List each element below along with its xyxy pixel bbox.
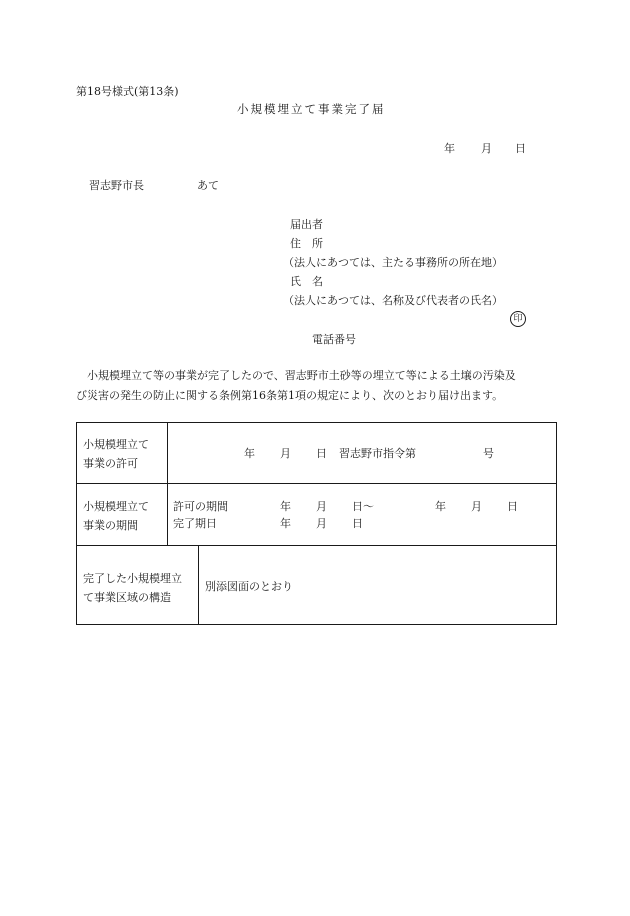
period-label: 小規模埋立て 事業の期間 [83,500,149,532]
permit-period-label: 許可の期間 [173,500,228,513]
applicant-label: 届出者 [290,218,323,231]
body-line-2: び災害の発生の防止に関する条例第16条第1項の規定により、次のとおり届け出ます。 [76,389,504,402]
period-to-year: 年 [435,500,446,513]
permit-month: 月 [280,447,291,460]
structure-value: 別添図面のとおり [205,580,293,593]
column-divider [167,423,168,545]
period-to-month: 月 [471,500,482,513]
body-paragraph [76,366,556,406]
body-line-1: 小規模埋立て等の事業が完了したので、習志野市土砂等の埋立て等による土壌の汚染及 [76,369,516,382]
period-from-month: 月 [316,500,327,513]
name-label: 氏 名 [290,275,323,288]
phone-label: 電話番号 [312,333,356,346]
form-number: 第18号様式(第13条) [76,85,179,98]
address-label: 住 所 [290,237,323,250]
completion-day: 日 [352,517,363,530]
address-note: （法人にあつては、主たる事務所の所在地） [283,256,503,269]
addressee: 習志野市長 [89,179,144,192]
permit-designation: 習志野市指令第 [339,447,416,460]
structure-label: 完了した小規模埋立 て事業区域の構造 [83,572,182,604]
period-from-day: 日〜 [352,500,374,513]
period-from-year: 年 [280,500,291,513]
row-divider [77,545,556,546]
completion-month: 月 [316,517,327,530]
details-table [76,422,557,625]
name-note: （法人にあつては、名称及び代表者の氏名） [283,294,503,307]
row-divider [77,483,556,484]
form-title: 小規模埋立て事業完了届 [237,102,386,116]
seal-mark-icon: 印 [510,311,526,327]
date-year: 年 [444,142,455,155]
addressee-suffix: あて [197,179,219,192]
period-to-day: 日 [507,500,518,513]
date-day: 日 [515,142,526,155]
completion-label: 完了期日 [173,517,217,530]
permit-label: 小規模埋立て 事業の許可 [83,438,149,470]
completion-year: 年 [280,517,291,530]
column-divider [198,545,199,625]
permit-day: 日 [316,447,327,460]
permit-number: 号 [483,447,494,460]
date-month: 月 [481,142,492,155]
permit-year: 年 [244,447,255,460]
